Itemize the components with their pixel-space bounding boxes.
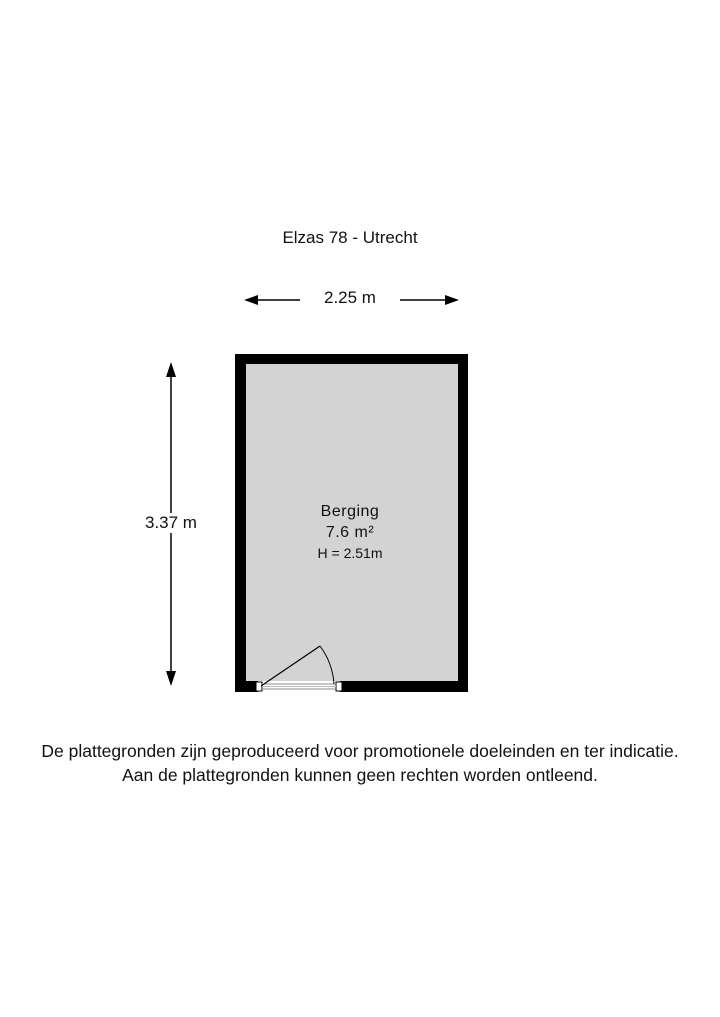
plan-title: Elzas 78 - Utrecht: [282, 228, 418, 247]
room-area: 7.6 m²: [325, 524, 375, 541]
disclaimer-line-1: De plattegronden zijn geproduceerd voor promotionele doeleinden en ter indicatie.: [41, 741, 679, 761]
arrow-right-icon: [445, 295, 459, 305]
arrow-left-icon: [244, 295, 258, 305]
room-floor: [246, 364, 458, 681]
arrow-up-icon: [166, 362, 176, 377]
room-height: H = 2.51m: [317, 545, 383, 561]
disclaimer-line-2: Aan de plattegronden kunnen geen rechten worden ontleend.: [122, 765, 598, 785]
room-name: Berging: [320, 503, 380, 520]
depth-dimension-label: 3.37 m: [128, 513, 214, 533]
width-dimension-label: 2.25 m: [300, 288, 400, 308]
arrow-down-icon: [166, 671, 176, 686]
